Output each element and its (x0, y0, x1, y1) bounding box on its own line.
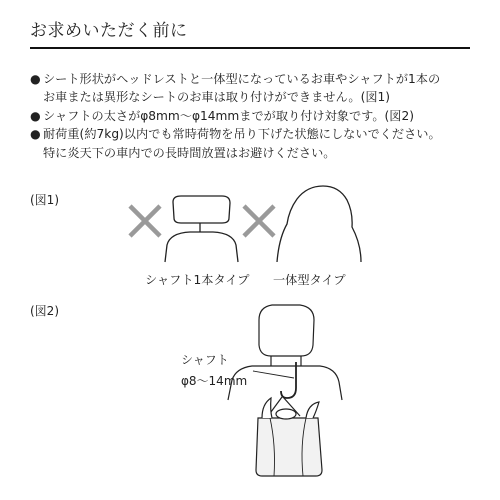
bullet-icon: ● (30, 127, 41, 142)
cross-icon (130, 206, 160, 236)
note-line: 特に炎天下の車内での長時間放置はお避けください。 (43, 145, 336, 160)
bullet-icon: ● (30, 108, 41, 123)
note-line: シャフトの太さがφ8mm〜φ14mmまでが取り付け対象です。(図2) (43, 108, 414, 123)
shaft-label: シャフト (181, 353, 229, 367)
integrated-seat-icon (277, 186, 361, 262)
note-line: お車または異形なシートのお車は取り付けができません。(図1) (43, 90, 391, 105)
cross-icon (244, 206, 274, 236)
headrest-hook-illustration (228, 305, 342, 476)
caption-integrated: 一体型タイプ (273, 273, 346, 287)
shaft-size-label: φ8〜14mm (181, 374, 248, 388)
single-shaft-seat-icon (165, 196, 238, 262)
note-line: シート形状がヘッドレストと一体型になっているお車やシャフトが1本の (43, 72, 441, 86)
figure1-label: (図1) (30, 193, 59, 207)
caption-single-shaft: シャフト1本タイプ (145, 273, 250, 287)
page-title: お求めいただく前に (30, 21, 188, 41)
bullet-icon: ● (30, 72, 41, 86)
note-line: 耐荷重(約7kg)以内でも常時荷物を吊り下げた状態にしないでください。 (43, 127, 441, 142)
figure2-label: (図2) (30, 304, 59, 318)
